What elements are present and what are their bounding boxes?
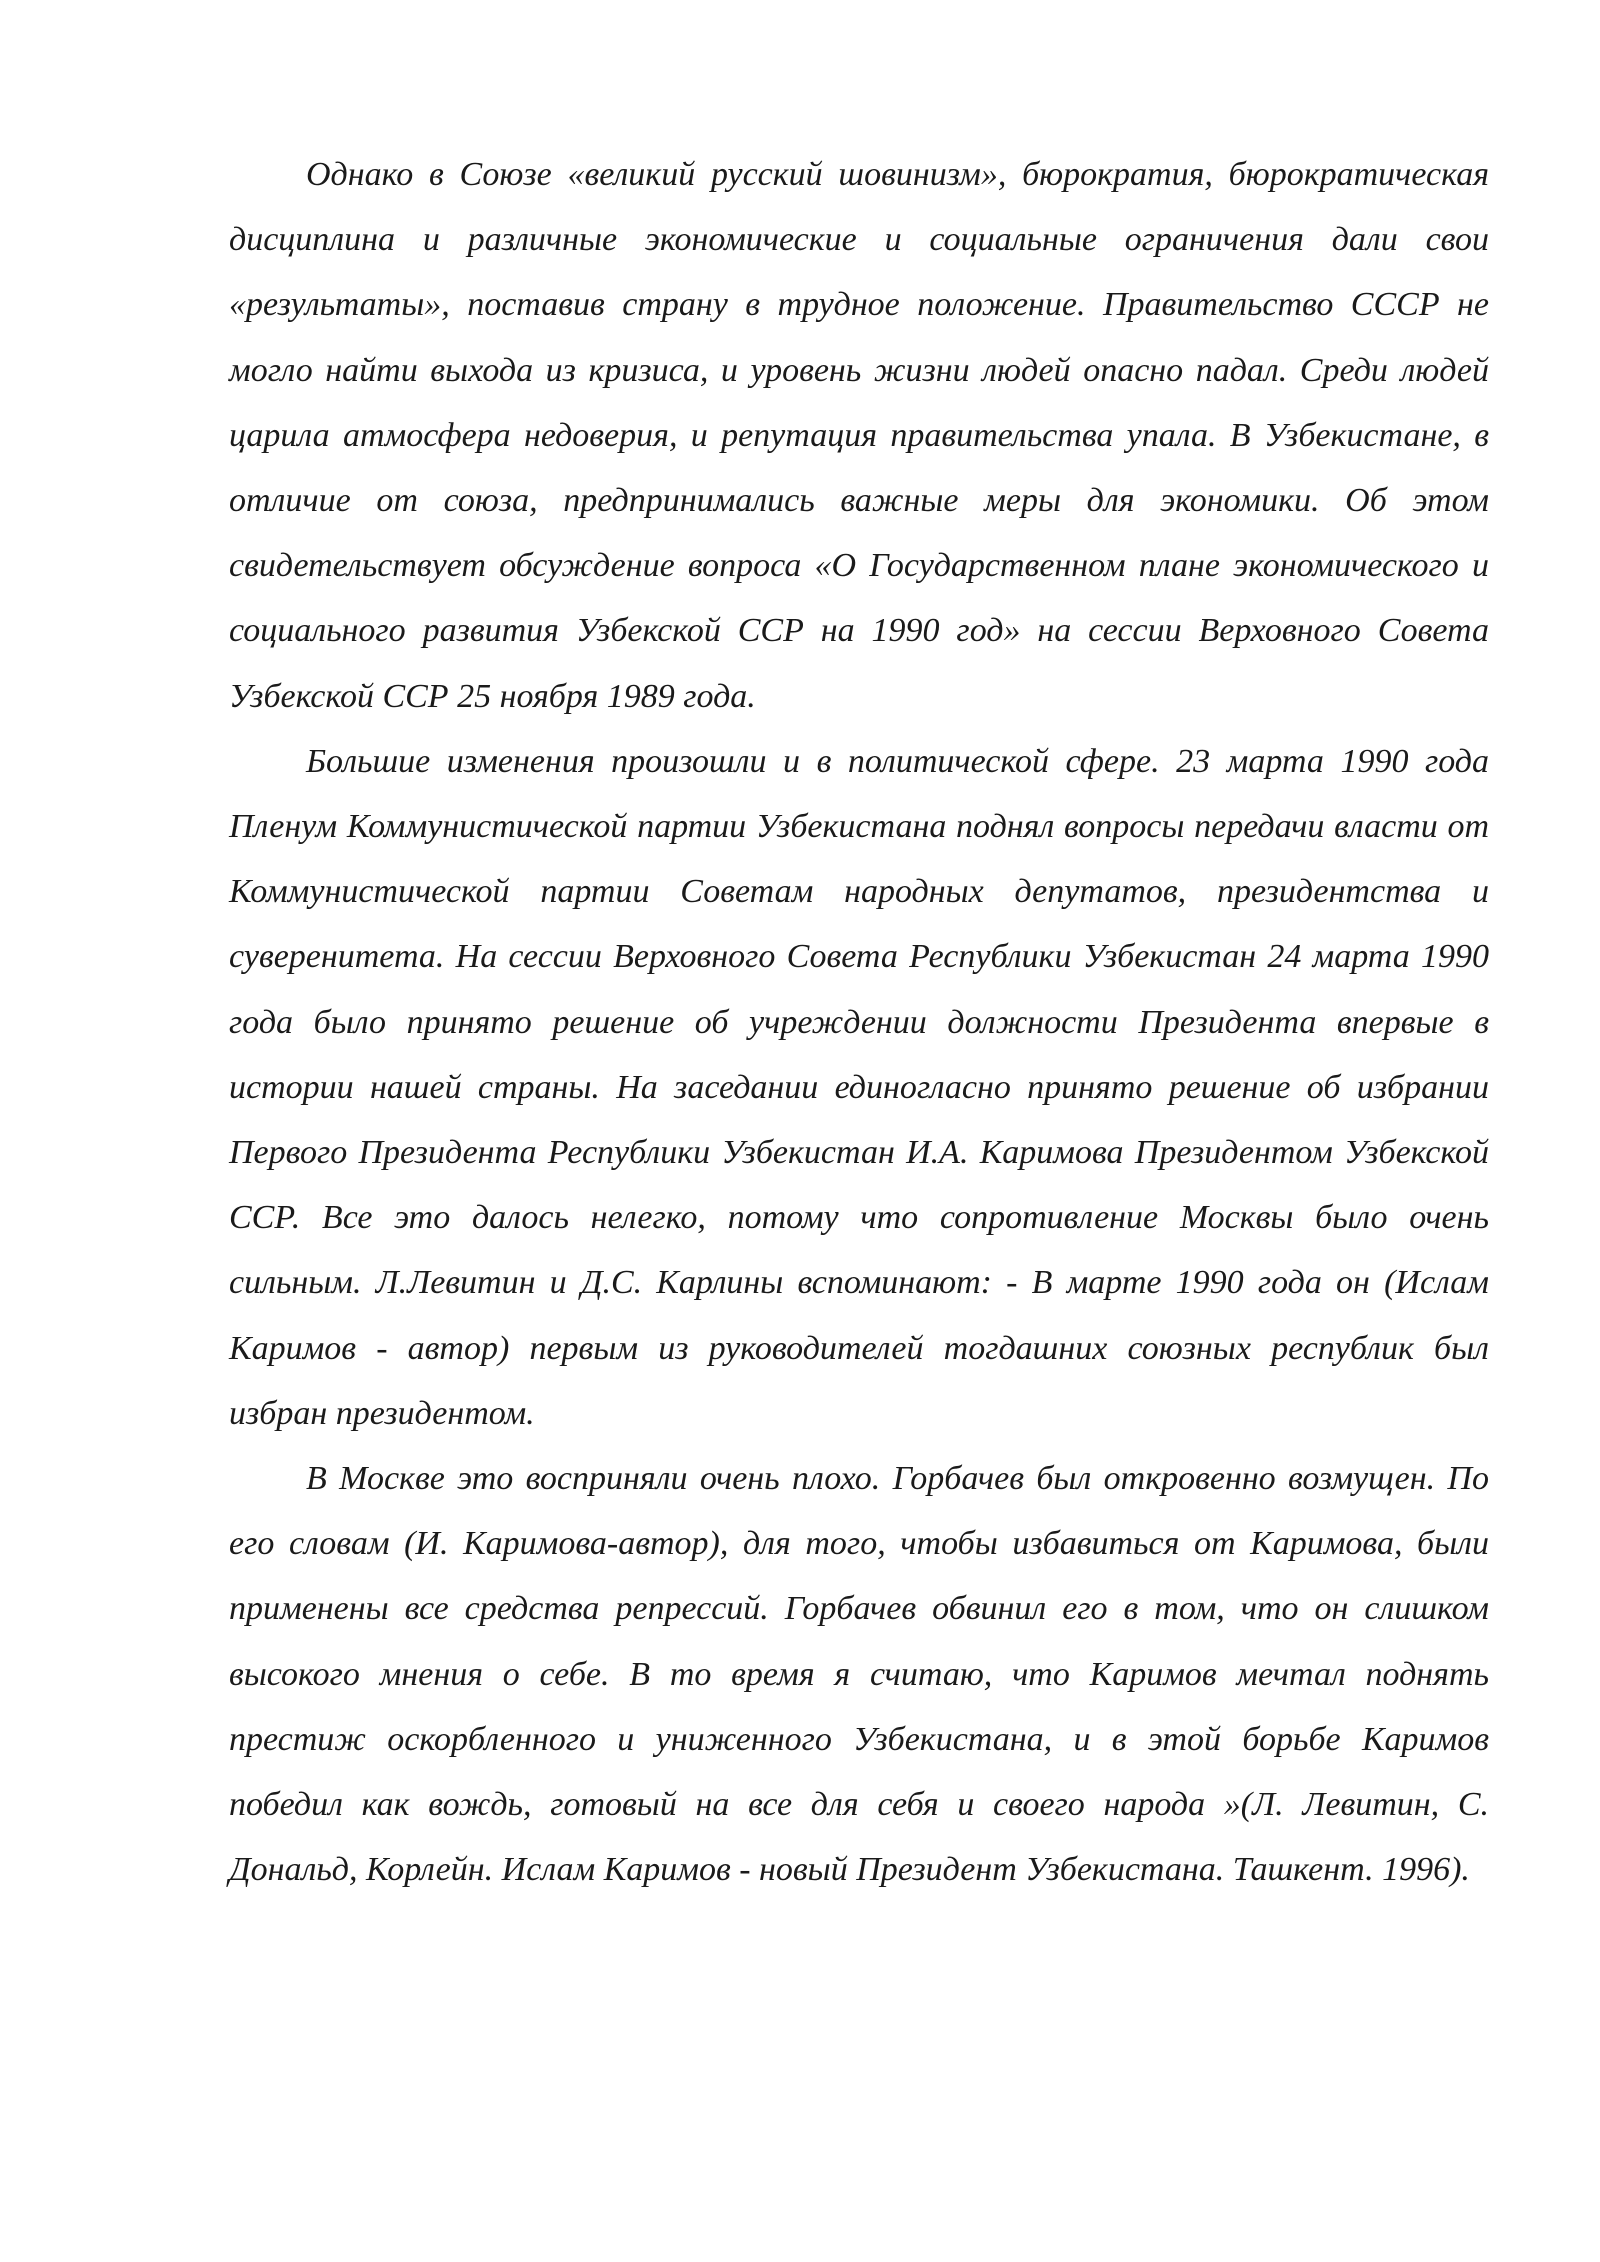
paragraph-1: Однако в Союзе «великий русский шовинизм», бюрократия, бюрократическая дисциплина и различные экономические и социальные ограничения дали свои «результаты», поставив страну в трудное положение. Правительство СССР не могло найти выхода из кризиса, и уровень жизни людей опасно падал. Среди людей царила атмосфера недоверия, и репутация правительства упала. В Узбекистане, в отличие от союза, предпринимались важные меры для экономики. Об этом свидетельствует обсуждение вопроса «О Государственном плане экономического и социального развития Узбекской ССР на 1990 год» на сессии Верховного Совета Узбекской ССР 25 ноября 1989 года.: [229, 156, 1489, 715]
paragraph-2: Большие изменения произошли и в политической сфере. 23 марта 1990 года Пленум Коммунистической партии Узбекистана поднял вопросы передачи власти от Коммунистической партии Советам народных депутатов, президентства и суверенитета. На сессии Верховного Совета Республики Узбекистан 24 марта 1990 года было принято решение об учреждении должности Президента впервые в истории нашей страны. На заседании единогласно принято решение об избрании Первого Президента Республики Узбекистан И.А. Каримова Президентом Узбекской ССР. Все это далось нелегко, потому что сопротивление Москвы было очень сильным. Л.Левитин и Д.С. Карлины вспоминают: - В марте 1990 года он (Ислам Каримов - автор) первым из руководителей тогдашних союзных республик был избран президентом.: [229, 742, 1489, 1432]
document-body: [229, 142, 1489, 1902]
paragraph-3: В Москве это восприняли очень плохо. Горбачев был откровенно возмущен. По его словам (И. Каримова-автор), для того, чтобы избавиться от Каримова, были применены все средства репрессий. Горбачев обвинил его в том, что он слишком высокого мнения о себе. В то время я считаю, что Каримов мечтал поднять престиж оскорбленного и униженного Узбекистана, и в этой борьбе Каримов победил как вождь, готовый на все для себя и своего народа »(Л. Левитин, С. Дональд, Корлейн. Ислам Каримов - новый Президент Узбекистана. Ташкент. 1996).: [229, 1460, 1489, 1889]
